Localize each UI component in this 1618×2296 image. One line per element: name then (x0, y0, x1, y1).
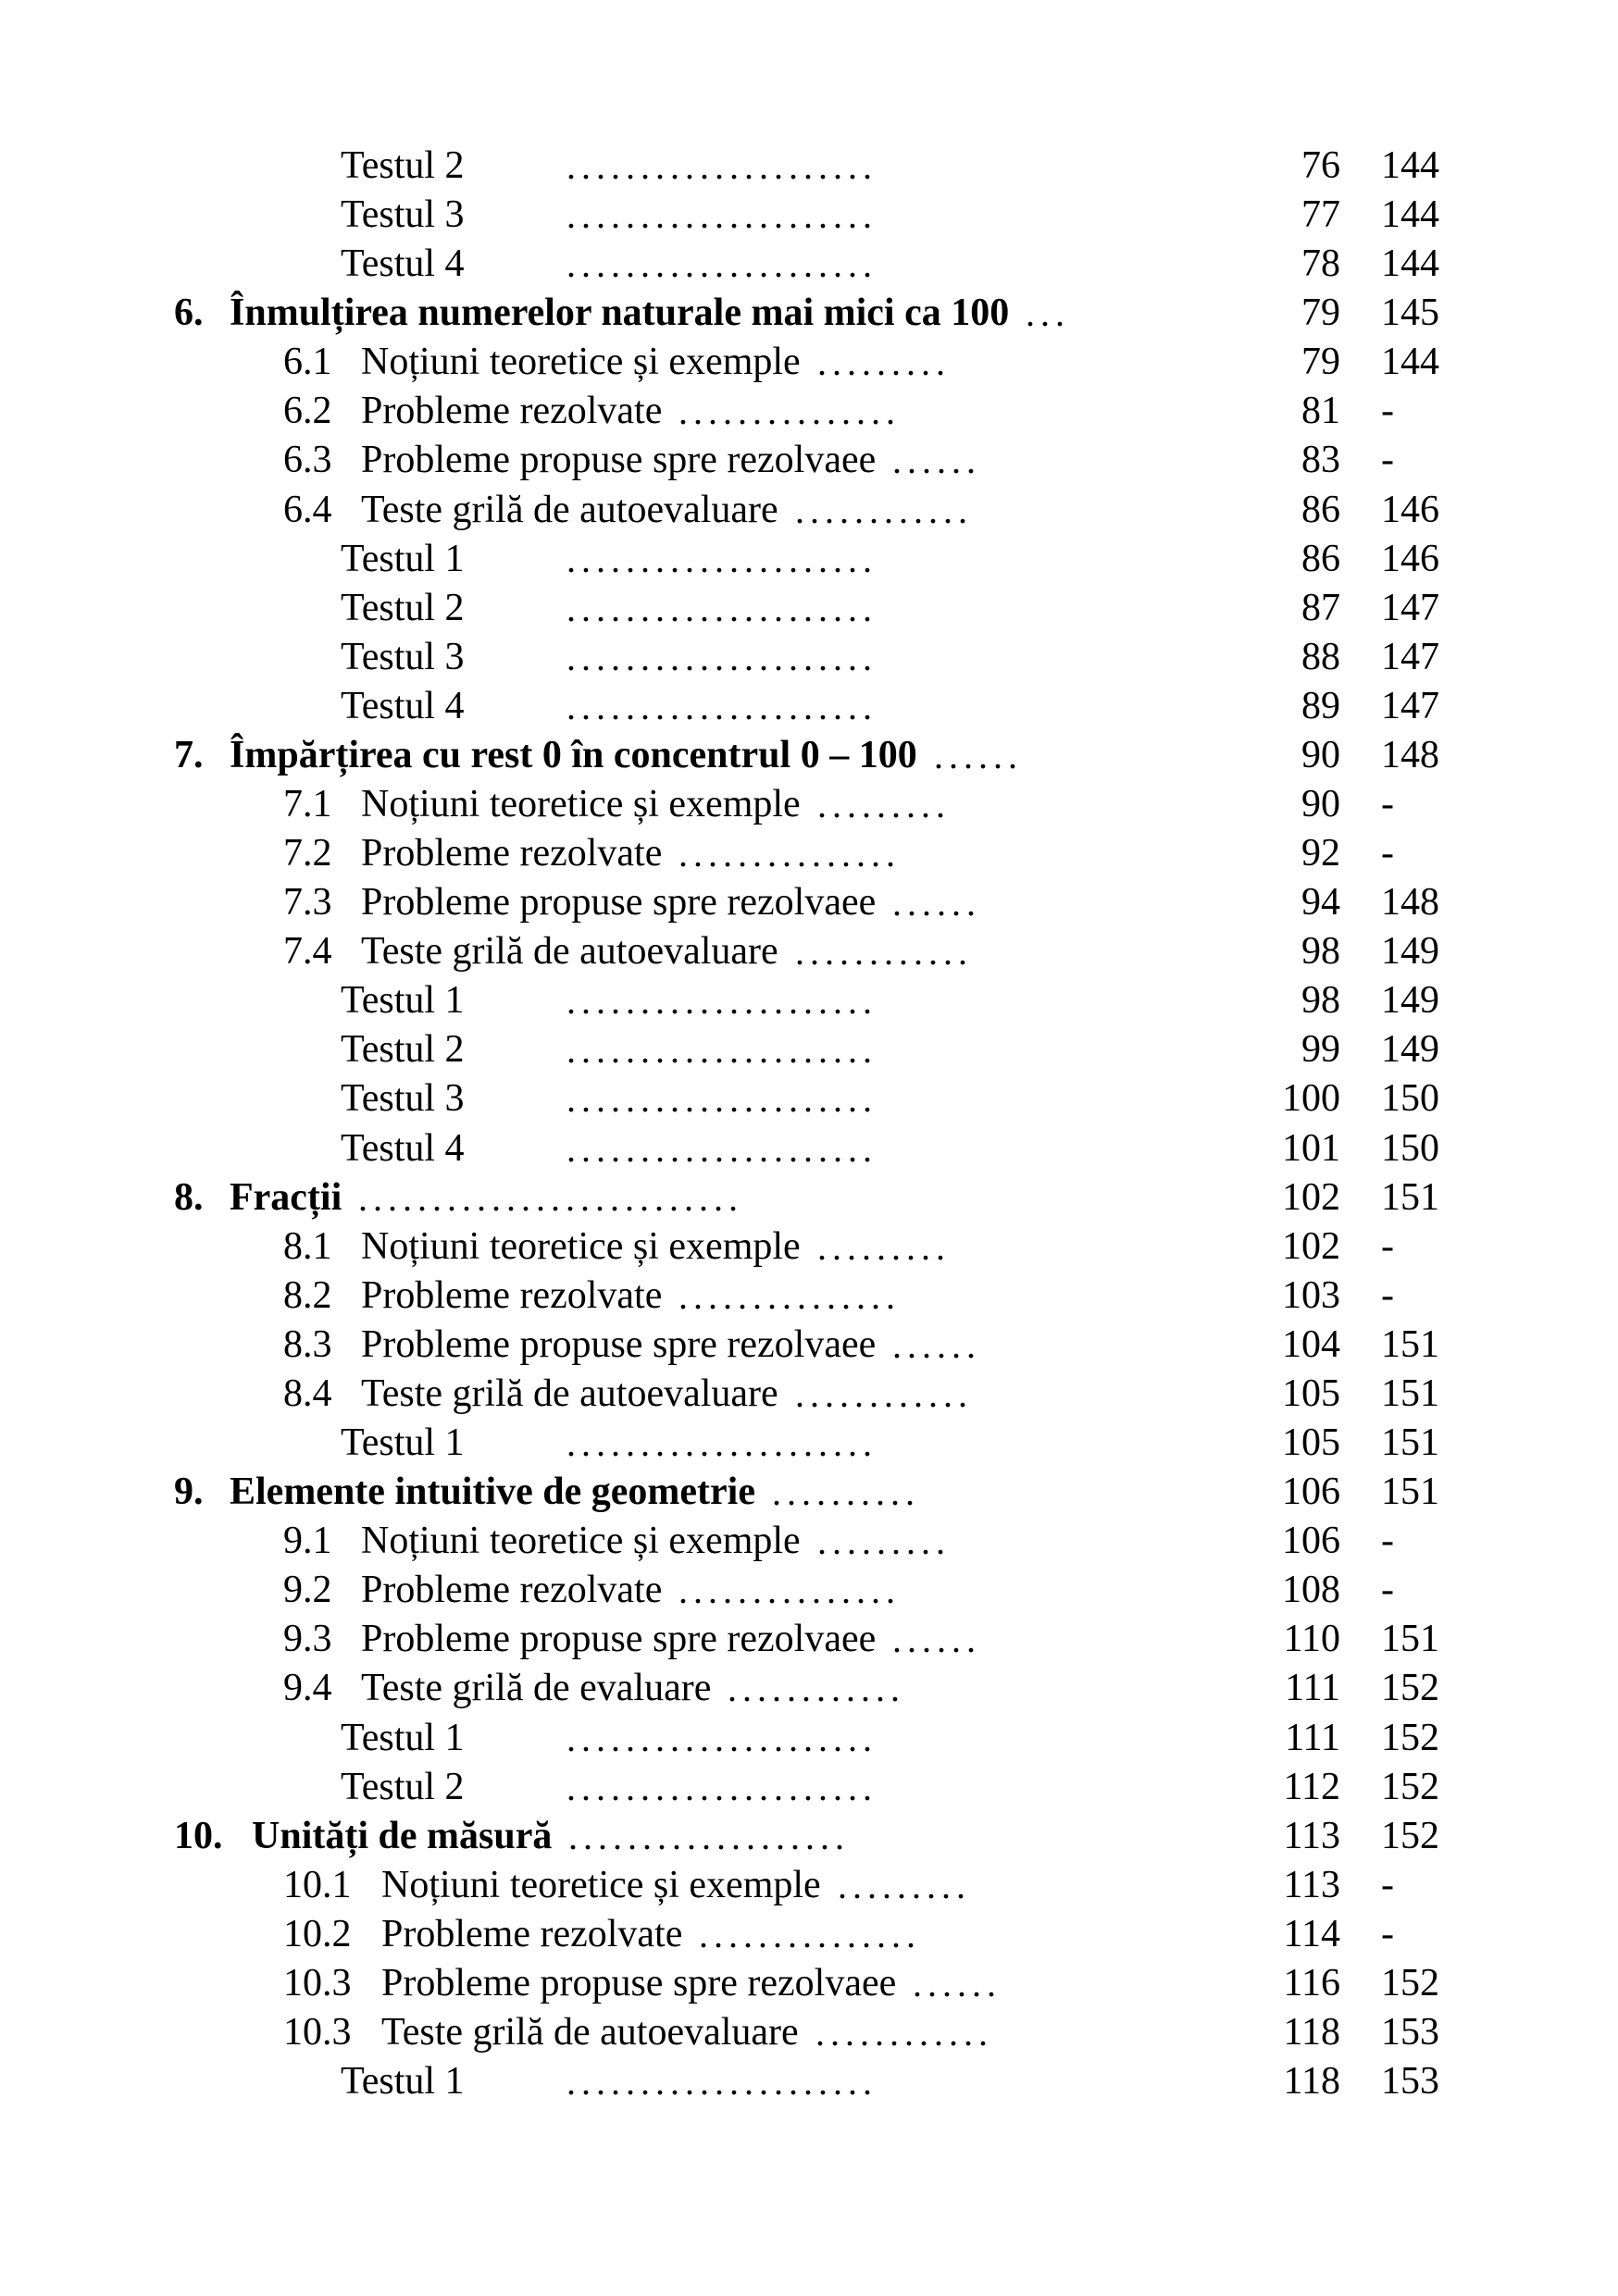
toc-answers-page: 152 (1381, 1667, 1439, 1710)
toc-entry-number: 6.1 (283, 341, 332, 384)
toc-entry-number: 8. (174, 1175, 204, 1219)
toc-page-number: 79 (1301, 341, 1340, 384)
toc-answers-page: - (1381, 1863, 1394, 1906)
toc-answers-page: 153 (1381, 2060, 1439, 2104)
toc-entry-number: 9. (174, 1471, 204, 1514)
toc-dot-leader: ..................... (566, 1717, 877, 1759)
toc-dot-leader: ............... (678, 1274, 901, 1317)
toc-chapter-row[interactable] (0, 1173, 1618, 1222)
toc-answers-page: - (1381, 439, 1394, 482)
toc-test-row[interactable] (0, 142, 1618, 191)
toc-page-number: 113 (1283, 1814, 1340, 1857)
toc-entry-number: 6.3 (283, 439, 332, 482)
toc-answers-page: - (1381, 1273, 1394, 1317)
toc-entry-title: Împărțirea cu rest 0 în concentrul 0 – 100 (230, 733, 917, 776)
toc-answers-page: 144 (1381, 144, 1439, 187)
toc-dot-leader: ..................... (566, 636, 877, 678)
toc-page-number: 102 (1282, 1175, 1340, 1219)
toc-page-number: 98 (1301, 930, 1340, 974)
toc-entry-title: Noțiuni teoretice și exemple (361, 1520, 801, 1563)
toc-page-number: 108 (1282, 1569, 1340, 1612)
toc-section-row[interactable] (0, 2008, 1618, 2057)
toc-entry-title: Teste grilă de autoevaluare (361, 1371, 778, 1415)
toc-entry-number: 7.1 (283, 783, 332, 826)
toc-answers-page: 151 (1381, 1471, 1439, 1514)
toc-answers-page: 151 (1381, 1175, 1439, 1219)
toc-dot-leader: ..................... (566, 1029, 877, 1072)
toc-dot-leader: ..................... (566, 538, 877, 580)
toc-dot-leader: ............... (699, 1913, 921, 1955)
toc-page-number: 105 (1282, 1421, 1340, 1465)
toc-entry-title: Probleme propuse spre rezolvaee (361, 439, 877, 482)
toc-entry-title: Testul 1 (341, 2060, 465, 2104)
toc-test-row[interactable] (0, 2057, 1618, 2106)
toc-dot-leader: ..................... (566, 685, 877, 727)
toc-entry-number: 8.4 (283, 1371, 332, 1415)
toc-answers-page: - (1381, 783, 1394, 826)
toc-chapter-row[interactable] (0, 1812, 1618, 1861)
toc-test-row[interactable] (0, 535, 1618, 584)
toc-dot-leader: ...... (892, 882, 981, 925)
toc-page-number: 111 (1285, 1667, 1340, 1710)
toc-test-row[interactable] (0, 191, 1618, 240)
toc-section-row[interactable] (0, 1321, 1618, 1370)
toc-answers-page: 147 (1381, 635, 1439, 678)
toc-entry-title: Fracții (230, 1175, 342, 1219)
toc-dot-leader: ......... (817, 341, 951, 384)
toc-page-number: 104 (1282, 1322, 1340, 1366)
toc-entry-title: Teste grilă de autoevaluare (381, 2010, 799, 2054)
toc-entry-title: Testul 3 (341, 193, 465, 237)
toc-answers-page: 151 (1381, 1322, 1439, 1366)
toc-answers-page: 147 (1381, 586, 1439, 629)
toc-page-number: 90 (1301, 733, 1340, 776)
toc-dot-leader: ......... (838, 1864, 971, 1906)
toc-page-number: 86 (1301, 537, 1340, 580)
toc-entry-title: Probleme rezolvate (361, 832, 663, 875)
toc-entry-title: Testul 2 (341, 1028, 465, 1072)
toc-dot-leader: ................... (568, 1815, 850, 1857)
toc-entry-title: Testul 1 (341, 1421, 465, 1465)
toc-section-row[interactable] (0, 387, 1618, 436)
toc-section-row[interactable] (0, 927, 1618, 976)
toc-answers-page: 151 (1381, 1421, 1439, 1465)
toc-dot-leader: ......... (817, 784, 951, 826)
toc-answers-page: 144 (1381, 242, 1439, 286)
toc-answers-page: 152 (1381, 1765, 1439, 1808)
toc-page-number: 100 (1282, 1077, 1340, 1121)
toc-dot-leader: ..................... (566, 1078, 877, 1121)
toc-test-row[interactable] (0, 976, 1618, 1025)
toc-entry-title: Teste grilă de evaluare (361, 1667, 712, 1710)
toc-test-row[interactable] (0, 1419, 1618, 1468)
toc-dot-leader: ...... (913, 1962, 1002, 2004)
toc-entry-title: Probleme rezolvate (361, 1569, 663, 1612)
toc-section-row[interactable] (0, 486, 1618, 535)
toc-page-number: 111 (1285, 1716, 1340, 1759)
toc-entry-title: Testul 1 (341, 1716, 465, 1759)
toc-page-number: 118 (1283, 2010, 1340, 2054)
toc-test-row[interactable] (0, 240, 1618, 289)
toc-entry-title: Unități de măsură (252, 1814, 553, 1857)
toc-page-number: 79 (1301, 292, 1340, 335)
toc-answers-page: 152 (1381, 1961, 1439, 2004)
toc-chapter-row[interactable] (0, 731, 1618, 780)
toc-entry-number: 9.4 (283, 1667, 332, 1710)
toc-page-number: 116 (1283, 1961, 1340, 2004)
toc-entry-title: Teste grilă de autoevaluare (361, 488, 778, 531)
toc-entry-number: 7.3 (283, 881, 332, 925)
toc-page-number: 106 (1282, 1471, 1340, 1514)
toc-entry-title: Testul 2 (341, 586, 465, 629)
toc-entry-title: Noțiuni teoretice și exemple (361, 341, 801, 384)
toc-dot-leader: ............ (795, 1372, 973, 1415)
toc-entry-number: 10.3 (283, 2010, 352, 2054)
toc-page-number: 106 (1282, 1520, 1340, 1563)
toc-entry-title: Probleme rezolvate (361, 1273, 663, 1317)
toc-test-row[interactable] (0, 1124, 1618, 1173)
toc-section-row[interactable] (0, 1517, 1618, 1566)
toc-entry-title: Testul 3 (341, 635, 465, 678)
toc-entry-number: 10.1 (283, 1863, 352, 1906)
toc-dot-leader: ......... (817, 1225, 951, 1268)
toc-page-number: 114 (1283, 1912, 1340, 1955)
toc-test-row[interactable] (0, 682, 1618, 731)
toc-entry-number: 7.2 (283, 832, 332, 875)
toc-entry-number: 7.4 (283, 930, 332, 974)
toc-section-row[interactable] (0, 1664, 1618, 1713)
toc-entry-title: Noțiuni teoretice și exemple (361, 783, 801, 826)
toc-dot-leader: ..................... (566, 243, 877, 286)
toc-entry-title: Testul 4 (341, 684, 465, 727)
toc-section-row[interactable] (0, 1615, 1618, 1664)
toc-entry-number: 10. (174, 1814, 223, 1857)
toc-dot-leader: ............ (815, 2011, 993, 2054)
toc-answers-page: 144 (1381, 341, 1439, 384)
toc-section-row[interactable] (0, 829, 1618, 878)
toc-entry-number: 9.2 (283, 1569, 332, 1612)
toc-dot-leader: ...... (934, 734, 1023, 776)
toc-dot-leader: ............ (728, 1668, 905, 1710)
toc-answers-page: 150 (1381, 1077, 1439, 1121)
toc-dot-leader: ..................... (566, 2061, 877, 2104)
toc-entry-number: 7. (174, 733, 204, 776)
toc-section-row[interactable] (0, 1272, 1618, 1321)
toc-answers-page: 147 (1381, 684, 1439, 727)
toc-answers-page: 148 (1381, 881, 1439, 925)
toc-entry-number: 8.1 (283, 1224, 332, 1268)
toc-answers-page: 144 (1381, 193, 1439, 237)
toc-entry-title: Noțiuni teoretice și exemple (381, 1863, 821, 1906)
toc-entry-title: Testul 2 (341, 144, 465, 187)
toc-section-row[interactable] (0, 1222, 1618, 1272)
toc-section-row[interactable] (0, 780, 1618, 829)
toc-dot-leader: ..................... (566, 1766, 877, 1808)
toc-entry-number: 6. (174, 292, 204, 335)
toc-page-number: 92 (1301, 832, 1340, 875)
toc-answers-page: 151 (1381, 1371, 1439, 1415)
toc-answers-page: 149 (1381, 930, 1439, 974)
toc-page-number: 98 (1301, 979, 1340, 1023)
toc-answers-page: 148 (1381, 733, 1439, 776)
toc-section-row[interactable] (0, 1959, 1618, 2008)
toc-entry-title: Testul 4 (341, 1126, 465, 1170)
toc-page-number: 86 (1301, 488, 1340, 531)
toc-answers-page: 146 (1381, 537, 1439, 580)
toc-entry-number: 6.2 (283, 390, 332, 433)
toc-answers-page: - (1381, 1912, 1394, 1955)
toc-entry-title: Testul 4 (341, 242, 465, 286)
toc-dot-leader: ............... (678, 391, 901, 433)
toc-entry-title: Înmulțirea numerelor naturale mai mici ca 100 (230, 292, 1010, 335)
toc-answers-page: - (1381, 1520, 1394, 1563)
toc-entry-number: 6.4 (283, 488, 332, 531)
toc-entry-title: Probleme propuse spre rezolvaee (361, 881, 877, 925)
toc-page-number: 105 (1282, 1371, 1340, 1415)
toc-dot-leader: ......... (817, 1520, 951, 1563)
toc-page-number: 99 (1301, 1028, 1340, 1072)
toc-dot-leader: ...... (892, 440, 981, 482)
toc-dot-leader: ..................... (566, 587, 877, 629)
toc-entry-title: Probleme rezolvate (361, 390, 663, 433)
toc-entry-number: 9.3 (283, 1618, 332, 1661)
toc-dot-leader: ..................... (566, 980, 877, 1023)
toc-answers-page: 152 (1381, 1716, 1439, 1759)
toc-entry-title: Probleme rezolvate (381, 1912, 683, 1955)
toc-chapter-row[interactable] (0, 289, 1618, 338)
toc-test-row[interactable] (0, 1714, 1618, 1763)
toc-page-number: 101 (1282, 1126, 1340, 1170)
toc-section-row[interactable] (0, 338, 1618, 387)
toc-answers-page: 146 (1381, 488, 1439, 531)
toc-entry-number: 8.3 (283, 1322, 332, 1366)
toc-dot-leader: ...... (892, 1619, 981, 1661)
toc-answers-page: - (1381, 1224, 1394, 1268)
toc-page-number: 88 (1301, 635, 1340, 678)
toc-dot-leader: ... (1026, 292, 1070, 335)
toc-section-row[interactable] (0, 1861, 1618, 1910)
toc-answers-page: 153 (1381, 2010, 1439, 2054)
toc-page-number: 81 (1301, 390, 1340, 433)
toc-page-number: 90 (1301, 783, 1340, 826)
toc-answers-page: - (1381, 1569, 1394, 1612)
toc-dot-leader: ..................... (566, 1127, 877, 1170)
toc-entry-title: Elemente intuitive de geometrie (230, 1471, 755, 1514)
toc-section-row[interactable] (0, 436, 1618, 485)
toc-test-row[interactable] (0, 584, 1618, 633)
toc-answers-page: 152 (1381, 1814, 1439, 1857)
toc-chapter-row[interactable] (0, 1468, 1618, 1517)
toc-entry-title: Probleme propuse spre rezolvaee (361, 1618, 877, 1661)
toc-answers-page: 149 (1381, 979, 1439, 1023)
toc-page-number: 89 (1301, 684, 1340, 727)
table-of-contents (0, 142, 1618, 2106)
toc-dot-leader: ............ (795, 931, 973, 974)
toc-test-row[interactable] (0, 1025, 1618, 1074)
toc-entry-title: Probleme propuse spre rezolvaee (381, 1961, 897, 2004)
toc-dot-leader: ..................... (566, 194, 877, 237)
toc-page-number: 76 (1301, 144, 1340, 187)
toc-page-number: 113 (1283, 1863, 1340, 1906)
toc-entry-number: 8.2 (283, 1273, 332, 1317)
toc-test-row[interactable] (0, 1763, 1618, 1812)
toc-page-number: 110 (1283, 1618, 1340, 1661)
toc-dot-leader: ............ (795, 489, 973, 531)
toc-answers-page: - (1381, 390, 1394, 433)
toc-entry-title: Teste grilă de autoevaluare (361, 930, 778, 974)
toc-entry-title: Testul 3 (341, 1077, 465, 1121)
toc-page-number: 118 (1283, 2060, 1340, 2104)
toc-entry-number: 9.1 (283, 1520, 332, 1563)
toc-page-number: 102 (1282, 1224, 1340, 1268)
toc-section-row[interactable] (0, 878, 1618, 927)
toc-answers-page: 150 (1381, 1126, 1439, 1170)
toc-entry-number: 10.3 (283, 1961, 352, 2004)
toc-page-number: 112 (1283, 1765, 1340, 1808)
toc-answers-page: 145 (1381, 292, 1439, 335)
toc-test-row[interactable] (0, 1074, 1618, 1123)
toc-page-number: 103 (1282, 1273, 1340, 1317)
toc-dot-leader: ..................... (566, 145, 877, 187)
toc-page-number: 83 (1301, 439, 1340, 482)
toc-test-row[interactable] (0, 633, 1618, 682)
toc-section-row[interactable] (0, 1566, 1618, 1615)
toc-page-number: 78 (1301, 242, 1340, 286)
toc-dot-leader: ............... (678, 1570, 901, 1612)
toc-section-row[interactable] (0, 1370, 1618, 1419)
toc-entry-title: Testul 1 (341, 537, 465, 580)
toc-entry-title: Testul 1 (341, 979, 465, 1023)
toc-entry-number: 10.2 (283, 1912, 352, 1955)
toc-dot-leader: ...... (892, 1323, 981, 1366)
toc-dot-leader: ............... (678, 833, 901, 875)
toc-entry-title: Testul 2 (341, 1765, 465, 1808)
toc-page-number: 87 (1301, 586, 1340, 629)
toc-dot-leader: ..................... (566, 1422, 877, 1465)
toc-page-number: 94 (1301, 881, 1340, 925)
toc-answers-page: 151 (1381, 1618, 1439, 1661)
toc-answers-page: 149 (1381, 1028, 1439, 1072)
toc-dot-leader: .......... (772, 1471, 920, 1514)
toc-entry-title: Noțiuni teoretice și exemple (361, 1224, 801, 1268)
toc-page-number: 77 (1301, 193, 1340, 237)
toc-entry-title: Probleme propuse spre rezolvaee (361, 1322, 877, 1366)
toc-dot-leader: .......................... (358, 1176, 743, 1219)
toc-answers-page: - (1381, 832, 1394, 875)
toc-section-row[interactable] (0, 1910, 1618, 1959)
